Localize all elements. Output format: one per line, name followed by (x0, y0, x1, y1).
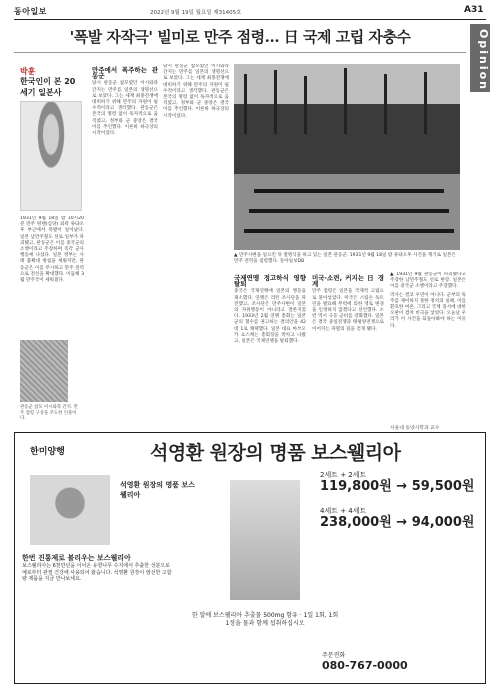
person-photo (20, 340, 68, 402)
article-col-4 (312, 272, 384, 430)
ad-promo-text: 보스웰리아는 6천만년을 이어온 유향나무 수지에서 추출한 성분으로 예로부터 관절 건강에 사용되어 왔습니다. 석영환 원장이 엄선한 고함량 제품을 지금 만나보세요. (22, 563, 172, 583)
price-label: 2세트 + 2세트 (320, 471, 367, 479)
price: 119,800원 → 59,500원 (320, 479, 475, 494)
photo-caption: ▲ 만주사변을 일으킨 뒤 열병식을 하고 있는 일본 관동군. 1931년 9월 18일 밤 류탸오후 사건을 계기로 일본은 만주 전역을 점령했다. 동아일보DB (234, 253, 456, 264)
date-line: 2022년 9월 19일 월요일 제31405호 (150, 10, 242, 16)
newspaper-logo: 동아일보 (14, 7, 47, 16)
headline: '폭발 자작극' 빌미로 만주 점령… 日 국제 고립 자충수 (69, 28, 411, 46)
ad-subtitle: 석영환 원장의 명품 보스웰리아 (120, 481, 195, 499)
byline: 서울대 동양사학과 교수 (390, 426, 440, 431)
article-col-2b (163, 64, 229, 430)
subhead: 국제연맹 정고하식 영향 탈퇴 (234, 274, 306, 289)
author-photo (20, 101, 82, 211)
price-label: 4세트 + 4세트 (320, 507, 367, 515)
article-text: 역사는 결코 우연이 아니다. 군부의 독주를 제어하지 못한 정치의 실패, 이를 환호한 여론, 그리고 국제 질서에 대한 오판이 겹쳐 비극을 낳았다. 오늘날 우리가 이 사건을 되돌아봐야 하는 이유다. (390, 292, 466, 329)
order-label: 주문전화 (322, 652, 346, 659)
article-text: 만주 점령은 일본을 국제적 고립으로 몰아넣었다. 미국은 스팀슨 독트린을 발표해 무력에 의한 영토 변경을 인정하지 않겠다고 선언했다. 소련 역시 극동 군비를 강화했다. 일본은 결국 중일전쟁과 태평양전쟁으로 이어지는 파멸의 길을 걷게 됐다. (312, 289, 384, 332)
photo-caption-2: ▲ 1931년 9월 관동군이 파괴됐다고 주장한 남만주철도 선로 현장. 일본은 이를 중국군 소행이라고 주장했다. (390, 272, 466, 290)
ad-mid-caption: 한 알에 보스웰리아 추출물 500mg 함유 · 1일 1회, 1회 1정을 물과 함께 섭취하십시오 (191, 612, 339, 627)
product-bottle (230, 480, 300, 600)
ad-promo-head: 한번 진통제로 불리우는 보스웰리아 (22, 554, 131, 562)
column-title: 한국인이 본 20세기 일본사 (20, 77, 76, 97)
ad-promo (22, 555, 172, 583)
order-phone[interactable]: 080-767-0000 (322, 659, 408, 672)
price-box (320, 470, 480, 630)
article-col-5 (390, 272, 466, 422)
person-caption: 관동군 참모 이시와라 간지. 만주 점령 구상을 주도한 인물이다. (20, 405, 78, 422)
ad-title: 석영환 원장의 명품 보스웰리아 (150, 442, 401, 464)
section-tab: Opinion (470, 24, 490, 92)
doctor-photo (30, 475, 110, 545)
article-col-1 (20, 216, 84, 336)
article-text: 1931년 9월 18일 밤 10시20분 만주 펑톈(심양) 외곽 류탸오후 부근에서 폭발이 일어났다. 일본 남만주철도 선로 일부가 파괴됐고, 관동군은 이를 중국군의 소행이라고 주장하며 즉각 군사행동에 나섰다. 일본 정부는 사태 불확대 방침을 세웠지만, 관동군은 이를 무시하고 만주 전역으로 전선을 확대했다. 이듬해 3월 만주국이 세워졌다. (20, 216, 84, 284)
headline-rule (14, 52, 466, 53)
article-text: 중국은 국제연맹에 일본의 행동을 제소했다. 연맹은 리턴 조사단을 파견했고, 조사단은 만주사변이 일본의 자위행동이 아니라고 결론지었다. 1933년 2월 연맹 총회는 일본군의 철수를 권고하는 결의안을 42대 1로 채택했다. 일본 대표 마쓰오카 요스케는 총회장을 박차고 나왔고, 일본은 국제연맹을 탈퇴했다. (234, 289, 306, 345)
article-text: 당시 관동군 참모였던 이시와라 간지는 만주를 일본의 생명선으로 보았다. 그는 세계 최종전쟁에 대비하기 위해 만주의 자원이 필수적이라고 생각했다. 관동군은 본국의 명령 없이 독자적으로 움직였고, 정부와 군 중앙은 결국 이를 추인했다. 이른바 하극상의 시작이었다. (92, 81, 158, 137)
page-number: A31 (464, 5, 484, 15)
subhead: 만주에서 폭주하는 관동군 (92, 66, 158, 81)
ad-brand: 한미양행 (30, 447, 65, 457)
crowd-photo-svg (234, 64, 460, 250)
article-text: 당시 관동군 참모였던 이시와라 간지는 만주를 일본의 생명선으로 보았다. 그는 세계 최종전쟁에 대비하기 위해 만주의 자원이 필수적이라고 생각했다. 관동군은 본국의 명령 없이 독자적으로 움직였고, 정부와 군 중앙은 결국 이를 추인했다. 이른바 하극상의 시작이었다. (163, 64, 229, 119)
header-rule (14, 19, 486, 20)
price: 238,000원 → 94,000원 (320, 515, 475, 530)
article-col-2 (92, 64, 158, 430)
article-col-3 (234, 272, 306, 430)
subhead: 미국·소련, 커지는 日 경계 (312, 274, 384, 289)
historic-photo (234, 64, 460, 250)
author-name: 박훈 (20, 67, 36, 76)
